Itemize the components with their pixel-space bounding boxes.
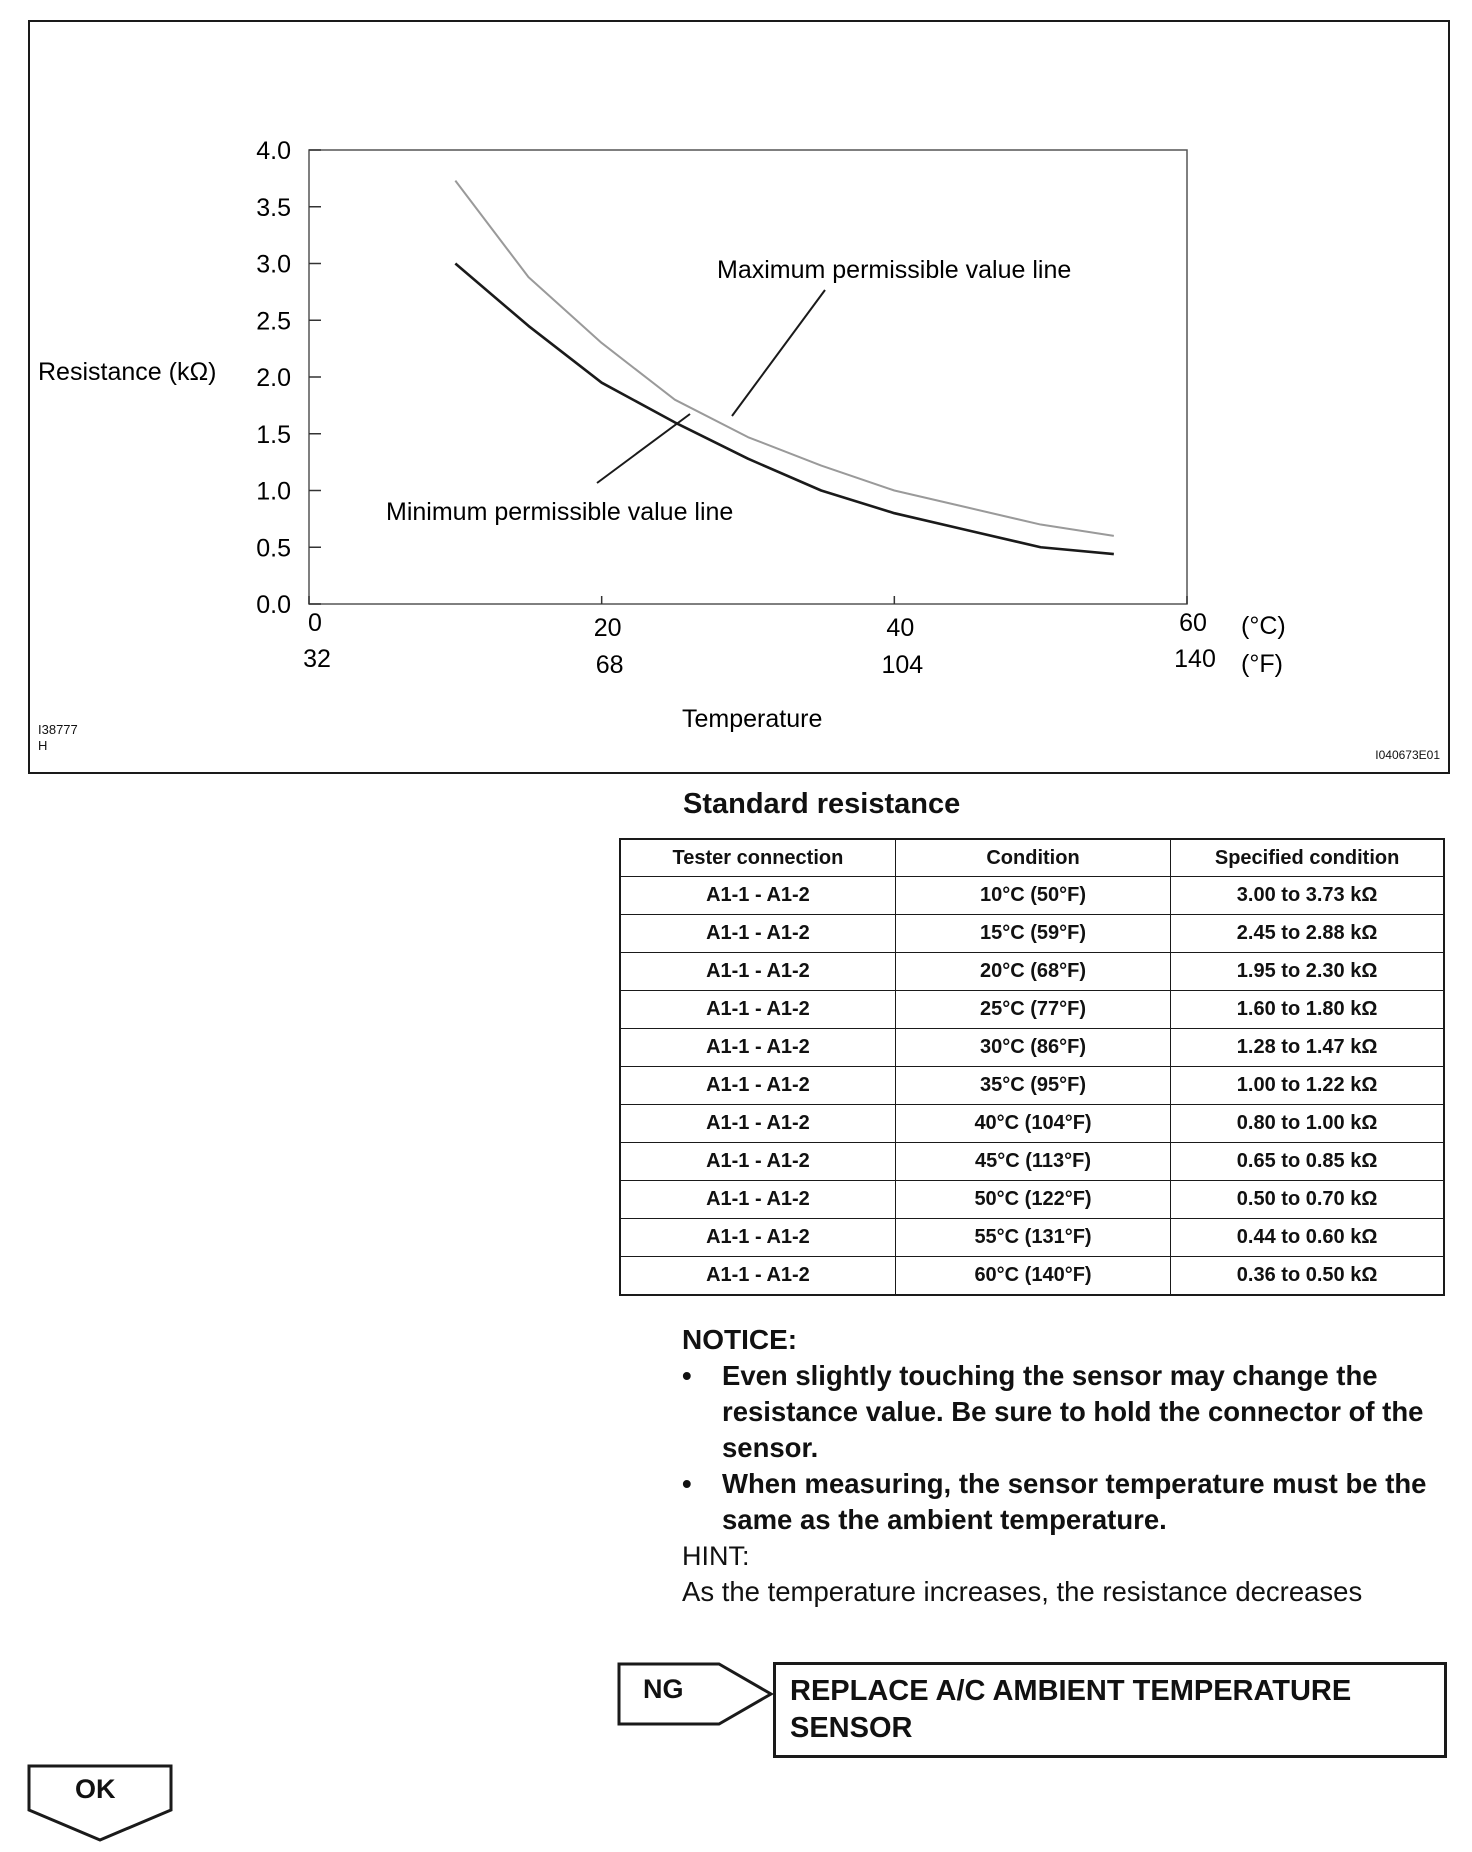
cell-connection: A1-1 - A1-2 (620, 1181, 895, 1219)
header-specified-condition: Specified condition (1171, 839, 1444, 877)
notice-title: NOTICE: (682, 1324, 798, 1355)
cell-connection: A1-1 - A1-2 (620, 1257, 895, 1296)
cell-condition: 60°C (140°F) (895, 1257, 1170, 1296)
max-permissible-line (455, 181, 1114, 536)
cell-connection: A1-1 - A1-2 (620, 1029, 895, 1067)
ng-branch (617, 1662, 777, 1735)
x-unit-celsius: (°C) (1241, 612, 1286, 640)
cell-condition: 20°C (68°F) (895, 953, 1170, 991)
cell-connection: A1-1 - A1-2 (620, 1219, 895, 1257)
x-tick-label-fahrenheit: 140 (1174, 645, 1216, 673)
cell-specified: 3.00 to 3.73 kΩ (1171, 877, 1444, 915)
table-row (620, 1105, 1444, 1143)
cell-specified: 1.95 to 2.30 kΩ (1171, 953, 1444, 991)
cell-condition: 45°C (113°F) (895, 1143, 1170, 1181)
notice-item (682, 1358, 1452, 1466)
y-tick-label: 2.5 (256, 307, 291, 336)
table-row (620, 991, 1444, 1029)
standard-resistance-table (619, 838, 1445, 1296)
y-tick-label: 3.5 (256, 193, 291, 222)
cell-specified: 1.28 to 1.47 kΩ (1171, 1029, 1444, 1067)
table-row (620, 953, 1444, 991)
plot-frame (309, 150, 1187, 604)
max-line-callout: Maximum permissible value line (717, 256, 1072, 284)
bullet-icon: • (682, 1468, 692, 1499)
cell-connection: A1-1 - A1-2 (620, 915, 895, 953)
cell-specified: 0.80 to 1.00 kΩ (1171, 1105, 1444, 1143)
cell-connection: A1-1 - A1-2 (620, 953, 895, 991)
cell-connection: A1-1 - A1-2 (620, 991, 895, 1029)
min-line-leader (597, 414, 690, 483)
ng-arrow-icon (617, 1662, 777, 1730)
cell-specified: 0.36 to 0.50 kΩ (1171, 1257, 1444, 1296)
spec-title: Standard resistance (683, 788, 961, 820)
table-row (620, 1219, 1444, 1257)
notice-item-text: Even slightly touching the sensor may change the resistance value. Be sure to hold the connector of the sensor. (722, 1360, 1424, 1463)
hint-label: HINT: (682, 1541, 750, 1571)
table-row (620, 1257, 1444, 1296)
table-row (620, 877, 1444, 915)
x-tick-label-fahrenheit: 104 (881, 651, 924, 679)
cell-condition: 10°C (50°F) (895, 877, 1170, 915)
x-tick-label-celsius: 60 (1179, 609, 1207, 637)
ok-label: OK (75, 1774, 116, 1804)
cell-condition: 25°C (77°F) (895, 991, 1170, 1029)
table-row (620, 1181, 1444, 1219)
cell-specified: 0.50 to 0.70 kΩ (1171, 1181, 1444, 1219)
cell-connection: A1-1 - A1-2 (620, 1105, 895, 1143)
x-tick-label-fahrenheit: 32 (303, 645, 331, 673)
x-tick-label-fahrenheit: 68 (595, 651, 624, 679)
cell-specified: 1.60 to 1.80 kΩ (1171, 991, 1444, 1029)
cell-condition: 55°C (131°F) (895, 1219, 1170, 1257)
max-line-leader (732, 290, 825, 416)
notice-list (682, 1358, 1452, 1538)
cell-specified: 2.45 to 2.88 kΩ (1171, 915, 1444, 953)
ok-branch (27, 1764, 175, 1849)
cell-condition: 35°C (95°F) (895, 1067, 1170, 1105)
notice-item (682, 1466, 1452, 1538)
cell-condition: 50°C (122°F) (895, 1181, 1170, 1219)
cell-specified: 0.65 to 0.85 kΩ (1171, 1143, 1444, 1181)
y-tick-label: 0.5 (256, 534, 291, 563)
cell-connection: A1-1 - A1-2 (620, 1143, 895, 1181)
cell-specified: 0.44 to 0.60 kΩ (1171, 1219, 1444, 1257)
cell-condition: 30°C (86°F) (895, 1029, 1170, 1067)
x-tick-label-celsius: 40 (886, 614, 915, 642)
y-tick-label: 0.0 (256, 591, 291, 619)
header-condition: Condition (895, 839, 1170, 877)
bullet-icon: • (682, 1360, 692, 1391)
table-row (620, 1143, 1444, 1181)
hint-text: As the temperature increases, the resistance decreases (682, 1576, 1363, 1607)
y-tick-label: 2.0 (256, 364, 291, 392)
table-row (620, 1067, 1444, 1105)
figure-id-right: I040673E01 (1375, 748, 1440, 762)
x-axis-label: Temperature (682, 705, 823, 733)
cell-connection: A1-1 - A1-2 (620, 877, 895, 915)
resistance-chart-figure (28, 20, 1450, 774)
y-tick-label: 1.5 (256, 420, 291, 449)
cell-condition: 15°C (59°F) (895, 915, 1170, 953)
figure-id-sub: H (38, 738, 48, 753)
y-tick-label: 3.0 (256, 250, 291, 279)
figure-id-code: I38777 (38, 722, 78, 737)
y-tick-label: 4.0 (256, 137, 291, 165)
header-tester-connection: Tester connection (620, 839, 895, 877)
y-axis-label: Resistance (kΩ) (38, 358, 217, 386)
table-row (620, 1029, 1444, 1067)
cell-connection: A1-1 - A1-2 (620, 1067, 895, 1105)
cell-specified: 1.00 to 1.22 kΩ (1171, 1067, 1444, 1105)
table-header-row (620, 839, 1444, 877)
figure-id-left (38, 722, 78, 754)
replace-sensor-box (773, 1662, 1447, 1758)
x-tick-label-celsius: 20 (593, 614, 622, 642)
x-tick-label-celsius: 0 (308, 609, 322, 637)
ng-label: NG (643, 1674, 684, 1704)
notice-item-text: When measuring, the sensor temperature must be the same as the ambient temperature. (722, 1468, 1427, 1535)
min-line-callout: Minimum permissible value line (386, 498, 734, 526)
table-row (620, 915, 1444, 953)
resistance-chart (30, 22, 1448, 772)
replace-sensor-text: REPLACE A/C AMBIENT TEMPERATURE SENSOR (790, 1675, 1352, 1744)
y-tick-label: 1.0 (256, 477, 291, 506)
x-unit-fahrenheit: (°F) (1241, 650, 1283, 678)
cell-condition: 40°C (104°F) (895, 1105, 1170, 1143)
notes-section (682, 1322, 1452, 1610)
